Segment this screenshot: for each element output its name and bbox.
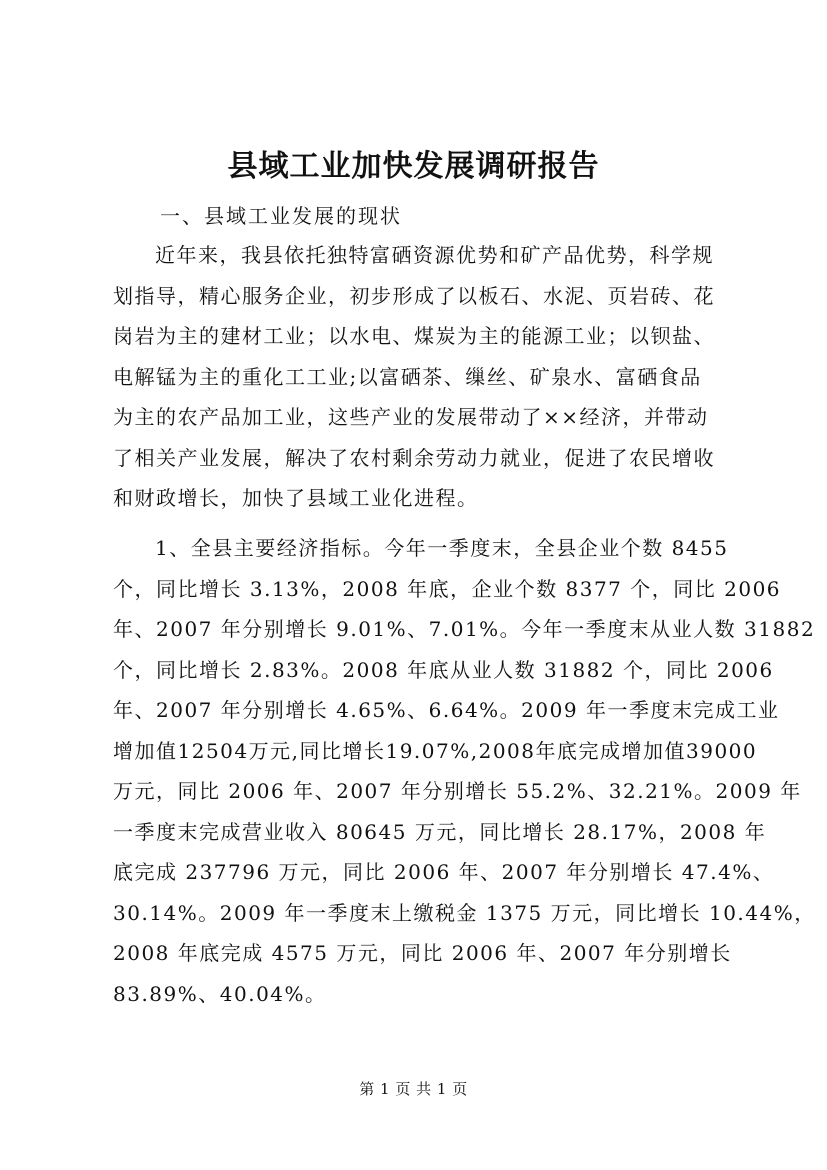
paragraph-line: 万元，同比 2006 年、2007 年分别增长 55.2%、32.21%。2009 年 xyxy=(113,779,802,803)
paragraph-line: 2008 年底完成 4575 万元，同比 2006 年、2007 年分别增长 xyxy=(113,941,732,965)
paragraph-line: 30.14%。2009 年一季度末上缴税金 1375 万元，同比增长 10.44%， xyxy=(113,900,816,925)
paragraph-indicators xyxy=(113,528,816,1014)
paragraph-line: 近年来，我县依托独特富硒资源优势和矿产品优势，科学规 xyxy=(155,243,714,267)
document-title: 县域工业加快发展调研报告 xyxy=(227,149,600,184)
paragraph-line: 83.89%、40.04%。 xyxy=(113,981,327,1006)
paragraph-line: 增加值12504万元,同比增长19.07%,2008年底完成增加值39000 xyxy=(113,738,758,763)
page-footer: 第 1 页 共 1 页 xyxy=(359,1080,468,1098)
paragraph-line: 和财政增长，加快了县域工业化进程。 xyxy=(113,486,479,510)
paragraph-line: 1、全县主要经济指标。今年一季度末，全县企业个数 8455 xyxy=(155,536,729,560)
paragraph-line: 电解锰为主的重化工工业;以富硒茶、缫丝、矿泉水、富硒食品 xyxy=(113,364,702,389)
paragraph-overview xyxy=(113,235,753,519)
paragraph-line: 个，同比增长 3.13%，2008 年底，企业个数 8377 个，同比 2006 xyxy=(113,576,782,601)
paragraph-line: 岗岩为主的建材工业；以水电、煤炭为主的能源工业；以钡盐、 xyxy=(113,324,715,348)
section-heading: 一、县域工业发展的现状 xyxy=(160,204,402,228)
paragraph-line: 了相关产业发展，解决了农村剩余劳动力就业，促进了农民增收 xyxy=(113,445,715,470)
paragraph-line: 年、2007 年分别增长 9.01%、7.01%。今年一季度末从业人数 31882 xyxy=(113,617,816,641)
paragraph-line: 底完成 237796 万元，同比 2006 年、2007 年分别增长 47.4%、 xyxy=(113,860,775,884)
paragraph-line: 划指导，精心服务企业，初步形成了以板石、水泥、页岩砖、花 xyxy=(113,283,715,308)
paragraph-line: 年、2007 年分别增长 4.65%、6.64%。2009 年一季度末完成工业 xyxy=(113,698,780,722)
paragraph-line: 个，同比增长 2.83%。2008 年底从业人数 31882 个，同比 2006 xyxy=(113,657,774,682)
paragraph-line: 为主的农产品加工业，这些产业的发展带动了××经济，并带动 xyxy=(113,405,709,429)
paragraph-line: 一季度末完成营业收入 80645 万元，同比增长 28.17%，2008 年 xyxy=(113,819,767,844)
